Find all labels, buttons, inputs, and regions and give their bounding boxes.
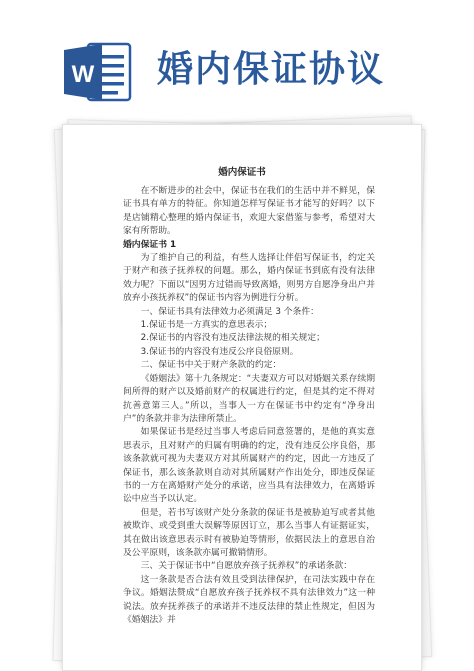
paragraph: 这一条款是否合法有效且受到法律保护，在司法实践中存在争议。婚姻法赞成“自愿放弃孩子抚养权不具有法律效力”这一种说法。放弃抚养孩子的承诺并不违反法律的禁止性规定，但因为《婚姻法》并 (123, 574, 375, 625)
section-heading: 婚内保证书 1 (123, 239, 177, 250)
word-doc-icon (62, 40, 134, 104)
document-title: 婚内保证书 (218, 167, 266, 178)
paragraph: 《婚姻法》第十九条规定：“夫妻双方可以对婚姻关系存续期间所得的财产以及婚前财产的权属进行约定，但是其约定不得对抗善意第三人。”所以，当事人一方在保证书中约定有“净身出户”的条款并非为法律所禁止。 (123, 373, 375, 424)
list-item: 1.保证书是一方真实的意思表示； (140, 320, 273, 331)
list-item: 3.保证书的内容没有违反公序良俗原则。 (140, 346, 299, 357)
list-item: 2.保证书的内容没有违反法律法规的相关规定； (140, 333, 325, 344)
paragraph: 二、保证书中关于财产条款的约定： (140, 360, 282, 371)
word-logo-letter: W (71, 61, 95, 88)
paragraph: 在不断进步的社会中，保证书在我们的生活中并不鲜见，保证书具有单方的特征。你知道怎样写保证书才能写的好吗？以下是店铺精心整理的婚内保证书，欢迎大家借鉴与参考，希望对大家有所帮助。 (123, 186, 375, 237)
paragraph: 三、关于保证书中“自愿放弃孩子抚养权”的承诺条款： (140, 561, 353, 572)
banner (0, 0, 474, 120)
document-page (62, 124, 422, 671)
paragraph: 但是，若书写该财产处分条款的保证书是被胁迫写或者其他被欺诈、或受到重大误解等原因订立，那么当事人有证据证实，其在做出该意思表示时有被胁迫等情形，依据民法上的意思自治及公平原则，该条款亦属可撤销情形。 (123, 507, 375, 558)
paragraph: 为了维护自己的利益，有些人选择让伴侣写保证书，约定关于财产和孩子抚养权的问题。那么，婚内保证书到底有没有法律效力呢？下面以“因男方过错而导致离婚，则男方自愿净身出户并放弃小孩抚养权”的保证书内容为例进行分析。 (123, 253, 375, 304)
paragraph: 如果保证书是经过当事人考虑后同意签署的，是他的真实意思表示，且对财产的归属有明确的约定，没有违反公序良俗，那该条款就可视为夫妻双方对其所属财产的约定，因此一方违反了保证书，那么该条款则自动对其所属财产作出处分，即违反保证书的一方在离婚财产处分的承诺，应当具有法律效力，在离婚诉讼中应当予以认定。 (123, 427, 375, 505)
paragraph: 一、保证书具有法律效力必须满足 3 个条件： (140, 306, 319, 317)
document-body (123, 185, 375, 627)
banner-title: 婚内保证协议 (157, 49, 386, 90)
